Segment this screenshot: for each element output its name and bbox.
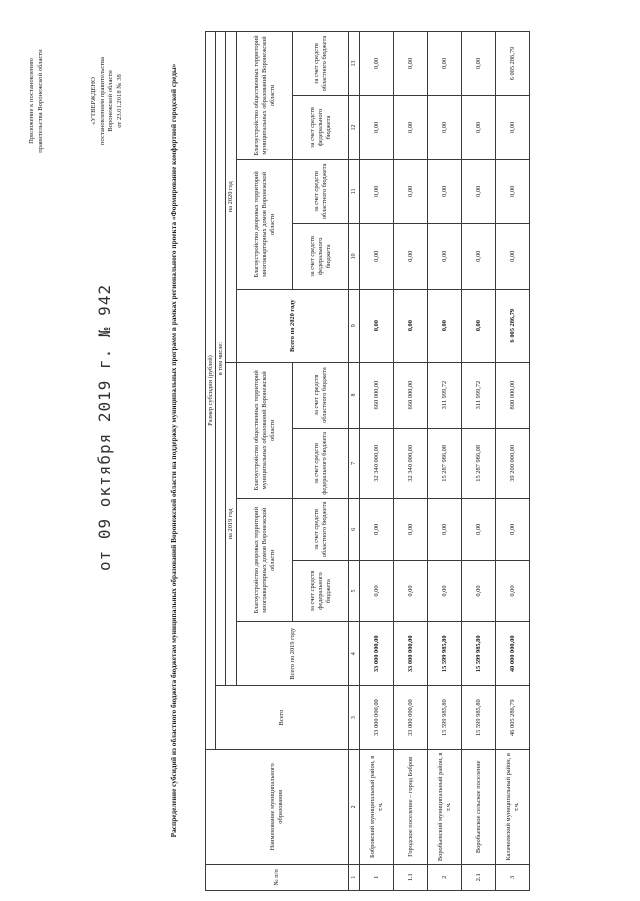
column-number: 10 bbox=[349, 223, 360, 289]
header-regional: за счет средств областного бюджета bbox=[293, 362, 349, 428]
row-yards-2019-federal: 0,00 bbox=[394, 560, 428, 622]
row-yards-2019-regional: 0,00 bbox=[496, 499, 530, 561]
row-total-2019: 15 599 985,80 bbox=[462, 622, 496, 686]
header-regional: за счет средств областного бюджета bbox=[293, 499, 349, 561]
row-total: 15 599 985,80 bbox=[428, 686, 462, 750]
column-number: 9 bbox=[349, 289, 360, 362]
header-federal: за счет средств федерального бюджета bbox=[293, 96, 349, 160]
row-yards-2020-regional: 0,00 bbox=[360, 159, 394, 223]
row-total-2019: 33 000 000,00 bbox=[360, 622, 394, 686]
row-yards-2019-regional: 0,00 bbox=[394, 499, 428, 561]
column-number: 1 bbox=[349, 864, 360, 890]
table-row bbox=[428, 32, 462, 891]
row-yards-2020-federal: 0,00 bbox=[394, 223, 428, 289]
table-row bbox=[394, 32, 428, 891]
header-total-2020: Всего по 2020 году bbox=[237, 289, 349, 362]
row-public-2019-regional: 660 000,00 bbox=[360, 362, 394, 428]
row-public-2019-federal: 32 340 000,00 bbox=[360, 428, 394, 498]
table-row bbox=[496, 32, 530, 891]
row-total-2020: 0,00 bbox=[360, 289, 394, 362]
row-public-2019-regional: 660 000,00 bbox=[394, 362, 428, 428]
row-public-2020-regional: 6 005 286,79 bbox=[496, 32, 530, 96]
header-federal: за счет средств федерального бюджета bbox=[293, 223, 349, 289]
row-total-2020: 0,00 bbox=[428, 289, 462, 362]
header-year-2020: на 2020 год bbox=[226, 32, 237, 363]
column-number: 3 bbox=[349, 686, 360, 750]
header-yards-2020: Благоустройство дворовых территорий многоквартирных домов Воронежской области bbox=[237, 159, 293, 289]
header-public-2019: Благоустройство общественных территорий муниципальных образований Воронежской области bbox=[237, 362, 293, 499]
appendix-line-2: правительства Воронежской области bbox=[36, 49, 44, 153]
appendix-line-1: Приложение к постановлению bbox=[28, 58, 35, 144]
header-num: № п/п bbox=[206, 864, 349, 890]
row-public-2019-regional: 800 000,00 bbox=[496, 362, 530, 428]
appendix-note bbox=[28, 16, 45, 186]
row-public-2020-federal: 0,00 bbox=[360, 96, 394, 160]
header-yards-2019: Благоустройство дворовых территорий многоквартирных домов Воронежской области bbox=[237, 499, 293, 622]
row-public-2020-federal: 0,00 bbox=[496, 96, 530, 160]
row-yards-2020-regional: 0,00 bbox=[428, 159, 462, 223]
row-total: 46 005 286,79 bbox=[496, 686, 530, 750]
row-number: 3 bbox=[496, 864, 530, 890]
header-regional: за счет средств областного бюджета bbox=[293, 159, 349, 223]
approval-line-4: от 23.01.2018 № 38 bbox=[115, 74, 123, 128]
row-yards-2020-regional: 0,00 bbox=[496, 159, 530, 223]
row-total-2019: 33 000 000,00 bbox=[394, 622, 428, 686]
row-total: 33 000 000,00 bbox=[360, 686, 394, 750]
row-public-2020-federal: 0,00 bbox=[428, 96, 462, 160]
column-number: 8 bbox=[349, 362, 360, 428]
row-public-2020-regional: 0,00 bbox=[428, 32, 462, 96]
row-public-2020-regional: 0,00 bbox=[360, 32, 394, 96]
column-number: 11 bbox=[349, 159, 360, 223]
row-yards-2019-regional: 0,00 bbox=[462, 499, 496, 561]
row-total-2019: 40 000 000,00 bbox=[496, 622, 530, 686]
row-name: Бобровский муниципальный район, в т.ч. bbox=[360, 750, 394, 865]
column-number: 4 bbox=[349, 622, 360, 686]
row-number: 1.1 bbox=[394, 864, 428, 890]
column-number: 7 bbox=[349, 428, 360, 498]
document-title: Распределение субсидий из областного бюджета бюджетам муниципальных образований Воронежской области на поддержку муниципальных программ в рамках регионального проекта «Формирование комфортной городской среды» bbox=[169, 63, 178, 838]
row-public-2019-federal: 32 340 000,00 bbox=[394, 428, 428, 498]
row-yards-2019-federal: 0,00 bbox=[360, 560, 394, 622]
approval-line-3: Воронежской области bbox=[107, 70, 115, 132]
row-public-2020-regional: 0,00 bbox=[394, 32, 428, 96]
row-total-2019: 15 599 985,80 bbox=[428, 622, 462, 686]
row-yards-2020-regional: 0,00 bbox=[462, 159, 496, 223]
header-year-2019: на 2019 год bbox=[226, 362, 237, 686]
row-yards-2019-federal: 0,00 bbox=[496, 560, 530, 622]
row-yards-2020-regional: 0,00 bbox=[394, 159, 428, 223]
row-name: Городское поселение – город Бобров bbox=[394, 750, 428, 865]
header-regional: за счет средств областного бюджета bbox=[293, 32, 349, 96]
row-yards-2020-federal: 0,00 bbox=[462, 223, 496, 289]
row-name: Воробьевское сельское поселение bbox=[462, 750, 496, 865]
row-number: 1 bbox=[360, 864, 394, 890]
row-name: Калачеевский муниципальный район, в т.ч. bbox=[496, 750, 530, 865]
row-public-2020-regional: 0,00 bbox=[462, 32, 496, 96]
row-public-2019-federal: 15 287 986,08 bbox=[428, 428, 462, 498]
header-size: Размер субсидии (рублей) bbox=[206, 32, 216, 750]
row-yards-2019-federal: 0,00 bbox=[428, 560, 462, 622]
row-public-2020-federal: 0,00 bbox=[394, 96, 428, 160]
table-row bbox=[360, 32, 394, 891]
row-public-2019-federal: 39 200 000,00 bbox=[496, 428, 530, 498]
column-number: 2 bbox=[349, 750, 360, 865]
column-number: 6 bbox=[349, 499, 360, 561]
row-yards-2020-federal: 0,00 bbox=[496, 223, 530, 289]
column-number: 12 bbox=[349, 96, 360, 160]
header-federal: за счет средств федерального бюджета bbox=[293, 428, 349, 498]
table-row bbox=[462, 32, 496, 891]
header-federal: за счет средств федерального бюджета bbox=[293, 560, 349, 622]
handwritten-date: от 09 октября 2019 г. № 942 bbox=[95, 283, 114, 571]
row-public-2019-regional: 311 999,72 bbox=[462, 362, 496, 428]
header-in-that: в том числе: bbox=[216, 32, 226, 686]
approval-line-1: «УТВЕРЖДЕНО bbox=[90, 77, 97, 125]
row-number: 2.1 bbox=[462, 864, 496, 890]
approval-note bbox=[90, 16, 124, 186]
row-total: 15 599 985,80 bbox=[462, 686, 496, 750]
approval-line-2: постановлением правительства bbox=[98, 57, 106, 145]
row-total-2020: 0,00 bbox=[462, 289, 496, 362]
column-number: 13 bbox=[349, 32, 360, 96]
row-yards-2020-federal: 0,00 bbox=[360, 223, 394, 289]
row-number: 2 bbox=[428, 864, 462, 890]
header-name: Наименование муниципального образования bbox=[206, 750, 349, 865]
header-public-2020: Благоустройство общественных территорий муниципальных образований Воронежской области bbox=[237, 32, 293, 160]
row-public-2019-federal: 15 287 986,08 bbox=[462, 428, 496, 498]
row-total-2020: 0,00 bbox=[394, 289, 428, 362]
row-yards-2019-regional: 0,00 bbox=[428, 499, 462, 561]
subsidy-table bbox=[205, 31, 530, 891]
header-total-2019: Всего по 2019 году bbox=[237, 622, 349, 686]
row-yards-2019-regional: 0,00 bbox=[360, 499, 394, 561]
row-name: Воробьевский муниципальный район, в т.ч. bbox=[428, 750, 462, 865]
column-number-row bbox=[349, 32, 360, 891]
row-public-2020-federal: 0,00 bbox=[462, 96, 496, 160]
row-public-2019-regional: 311 999,72 bbox=[428, 362, 462, 428]
header-total: Всего bbox=[216, 686, 349, 750]
row-yards-2019-federal: 0,00 bbox=[462, 560, 496, 622]
row-total-2020: 6 005 286,79 bbox=[496, 289, 530, 362]
table-body bbox=[360, 32, 530, 891]
row-yards-2020-federal: 0,00 bbox=[428, 223, 462, 289]
column-number: 5 bbox=[349, 560, 360, 622]
row-total: 33 000 000,00 bbox=[394, 686, 428, 750]
